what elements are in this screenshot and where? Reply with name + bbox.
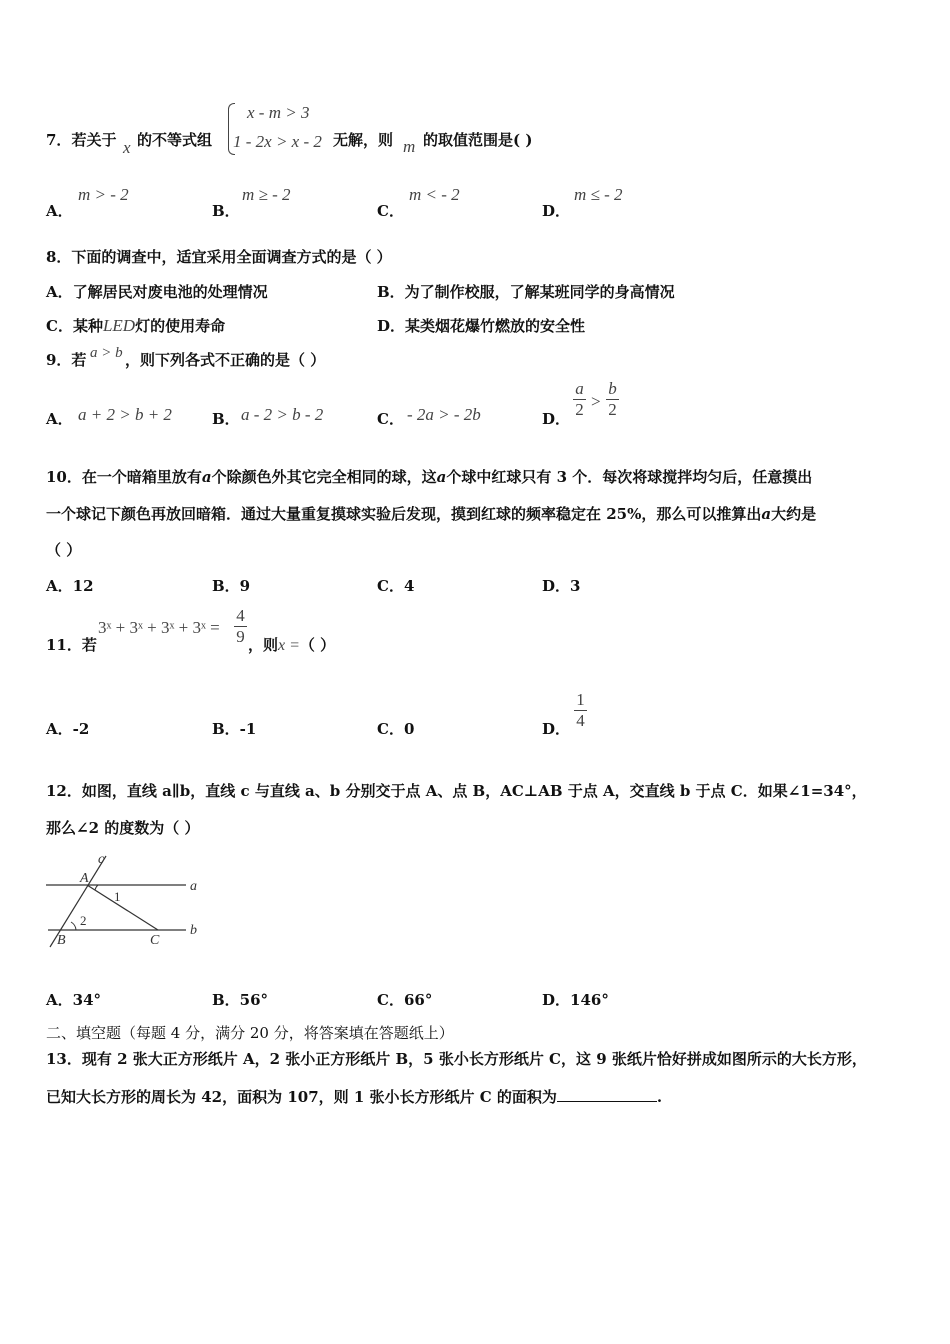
q9-number: 9．若 bbox=[46, 351, 87, 369]
q10-option-c: C．4 bbox=[377, 577, 415, 595]
q11-stem: ，则x =（ ） bbox=[248, 636, 336, 654]
q11-fraction: 4 9 bbox=[234, 607, 247, 646]
q11-expression: 3ˣ + 3ˣ + 3ˣ + 3ˣ = bbox=[98, 618, 220, 637]
angle-2-arc bbox=[71, 922, 76, 930]
line-ac bbox=[87, 885, 158, 930]
section-2-heading: 二、填空题（每题 4 分，满分 20 分，将答案填在答题纸上） bbox=[46, 1024, 454, 1042]
q7-stem: 7．若关于 bbox=[46, 131, 117, 149]
q7-var-x: x bbox=[123, 138, 131, 157]
q7-text4: 的取值范围是( ) bbox=[423, 131, 533, 149]
q9-option-d-gt: > bbox=[591, 392, 601, 411]
q7-var-m: m bbox=[403, 137, 416, 156]
q10-option-d: D．3 bbox=[542, 577, 581, 595]
q7-option-b-label: B． bbox=[212, 202, 240, 220]
q12-option-b: B．56° bbox=[212, 991, 269, 1009]
q8-option-a: A．了解居民对废电池的处理情况 bbox=[46, 283, 268, 301]
q7-option-c-label: C． bbox=[377, 202, 404, 220]
q8-option-b: B．为了制作校服，了解某班同学的身高情况 bbox=[377, 283, 675, 301]
q7-option-d: m ≤ - 2 bbox=[574, 185, 623, 204]
q7-option-a-label: A． bbox=[46, 202, 73, 220]
q8-option-d: D．某类烟花爆竹燃放的安全性 bbox=[377, 317, 586, 335]
q11-option-a: A．-2 bbox=[46, 720, 90, 738]
q10-line1: 10．在一个暗箱里放有a个除颜色外其它完全相同的球，这a个球中红球只有 3 个．每次将球搅拌均匀后，任意摸出 bbox=[46, 468, 813, 486]
q12-line2: 那么∠2 的度数为（ ） bbox=[46, 819, 200, 837]
q7-option-b: m ≥ - 2 bbox=[242, 185, 291, 204]
label-c: c bbox=[98, 852, 105, 867]
q11-option-d-fraction: 1 4 bbox=[574, 691, 587, 730]
q9-option-b: a - 2 > b - 2 bbox=[241, 405, 324, 424]
q7-option-c: m < - 2 bbox=[409, 185, 460, 204]
q10-line2: 一个球记下颜色再放回暗箱．通过大量重复摸球实验后发现，摸到红球的频率稳定在 25%，那么可以推算出a大约是 bbox=[46, 505, 817, 523]
label-b: b bbox=[190, 923, 197, 938]
q9-option-c-label: C． bbox=[377, 410, 404, 428]
q7-option-d-label: D． bbox=[542, 202, 571, 220]
q11-number: 11．若 bbox=[46, 636, 97, 654]
q12-option-c: C．66° bbox=[377, 991, 433, 1009]
q13-answer-blank[interactable] bbox=[557, 1087, 657, 1102]
q7-option-a: m > - 2 bbox=[78, 185, 129, 204]
label-C: C bbox=[150, 933, 160, 948]
q12-option-d: D．146° bbox=[542, 991, 609, 1009]
q11-option-c: C．0 bbox=[377, 720, 415, 738]
q10-line3: （ ） bbox=[46, 541, 82, 559]
q9-option-a-label: A． bbox=[46, 410, 73, 428]
q13-line1: 13．现有 2 张大正方形纸片 A，2 张小正方形纸片 B，5 张小长方形纸片 C，这 9 张纸片恰好拼成如图所示的大长方形， bbox=[46, 1050, 867, 1068]
q9-option-b-label: B． bbox=[212, 410, 240, 428]
q13-line2: 已知大长方形的周长为 42，面积为 107，则 1 张小长方形纸片 C 的面积为 . bbox=[46, 1088, 663, 1106]
q7-system-line1: x - m > 3 bbox=[247, 103, 310, 122]
label-A: A bbox=[80, 871, 89, 886]
q8-stem: 8．下面的调查中，适宜采用全面调查方式的是（ ） bbox=[46, 248, 392, 266]
q11-option-d-label: D． bbox=[542, 720, 571, 738]
q10-option-a: A．12 bbox=[46, 577, 94, 595]
q7-system-line2: 1 - 2x > x - 2 bbox=[233, 132, 322, 151]
q9-stem: ，则下列各式不正确的是（ ） bbox=[125, 351, 326, 369]
label-angle-1: 1 bbox=[114, 889, 121, 904]
q9-option-d-fraction-b: b 2 bbox=[606, 380, 619, 419]
q12-line1: 12．如图，直线 a∥b，直线 c 与直线 a、b 分别交于点 A、点 B，AC⊥AB 于点 A，交直线 b 于点 C．如果∠1=34°， bbox=[46, 782, 867, 800]
label-angle-2: 2 bbox=[80, 913, 87, 928]
q9-option-d-label: D． bbox=[542, 410, 571, 428]
q12-option-a: A．34° bbox=[46, 991, 102, 1009]
q9-condition: a > b bbox=[90, 345, 123, 361]
parallel-lines-figure bbox=[40, 850, 210, 950]
label-a: a bbox=[190, 879, 197, 894]
q10-option-b: B．9 bbox=[212, 577, 251, 595]
q9-option-a: a + 2 > b + 2 bbox=[78, 405, 172, 424]
angle-1-arc bbox=[95, 885, 98, 890]
q7-text2: 的不等式组 bbox=[137, 131, 213, 149]
q8-option-c: C．某种LED灯的使用寿命 bbox=[46, 316, 226, 335]
q7-text3: 无解，则 bbox=[333, 131, 394, 149]
q9-option-c: - 2a > - 2b bbox=[407, 405, 481, 424]
q9-option-d-fraction-a: a 2 bbox=[573, 380, 586, 419]
q11-option-b: B．-1 bbox=[212, 720, 257, 738]
label-B: B bbox=[57, 933, 66, 948]
